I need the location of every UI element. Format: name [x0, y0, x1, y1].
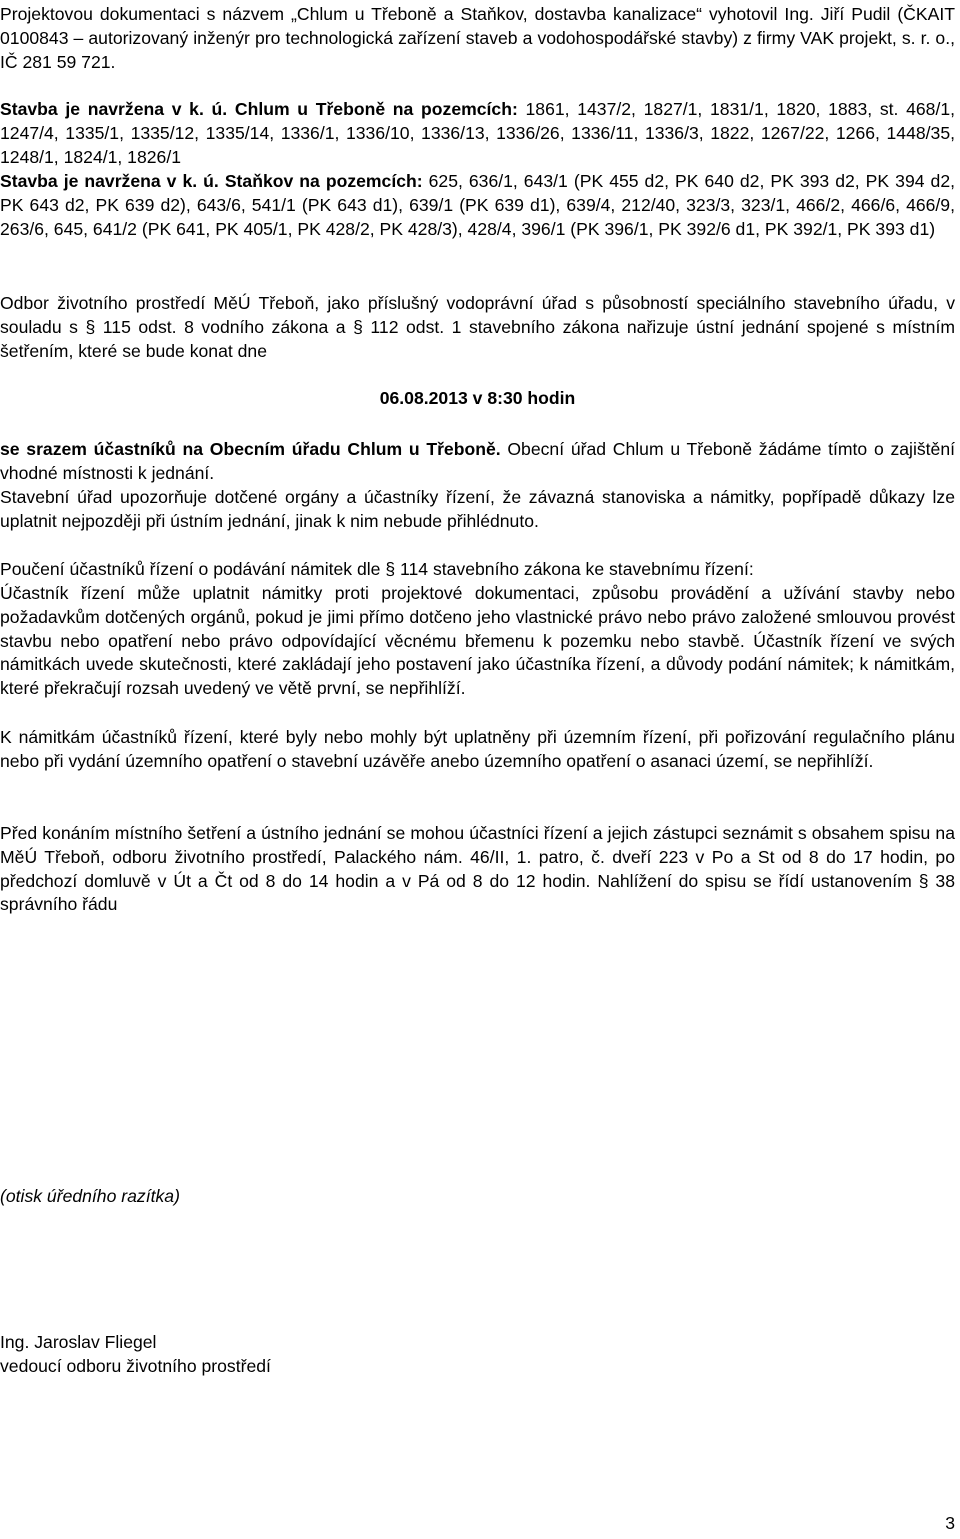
stamp-text: (otisk úředního razítka)	[0, 1186, 180, 1206]
stamp-placeholder	[0, 1185, 955, 1209]
warning-text: Stavební úřad upozorňuje dotčené orgány a účastníky řízení, že závazná stanoviska a námitky, popřípadě důkazy lze uplatnit nejpozději při ústním jednání, jinak k nim nebude přihlédnuto.	[0, 487, 955, 531]
page-number: 3	[945, 1513, 955, 1533]
order-paragraph	[0, 292, 955, 363]
meeting-place-rest: Obecní úřad Chlum u Třeboně žádáme tímto o zajištění vhodné místnosti k jednání.	[0, 439, 956, 483]
intro-text: Projektovou dokumentaci s názvem „Chlum u Třeboně a Staňkov, dostavba kanalizace“ vyhotovil Ing. Jiří Pudil (ČKAIT 0100843 – autorizovaný inženýr pro technologická zařízení staveb a vodohospodářské stavby) z firmy VAK projekt, s. r. o., IČ 281 59 721.	[0, 4, 955, 72]
order-text: Odbor životního prostředí MěÚ Třeboň, jako příslušný vodoprávní úřad s působností speciálního stavebního úřadu, v souladu s § 115 odst. 8 vodního zákona a § 112 odst. 1 stavebního zákona nařizuje ústní jednání spojené s místním šetřením, které se bude konat dne	[0, 293, 955, 361]
instruction-paragraph-2	[0, 726, 955, 774]
parcels-stankov-list: 625, 636/1, 643/1 (PK 455 d2, PK 640 d2, PK 393 d2, PK 394 d2, PK 643 d2, PK 639 d2), 643/6, 541/1 (PK 643 d1), 639/1 (PK 639 d1), 639/4, 212/40, 323/3, 323/1, 466/2, 466/6, 466/9, 263/6, 645, 641/2 (PK 641, PK 405/1, PK 428/2, PK 428/3), 428/4, 396/1 (PK 396/1, PK 392/6 d1, PK 392/1, PK 393 d1)	[0, 171, 955, 239]
instruction-text-1: Účastník řízení může uplatnit námitky proti projektové dokumentaci, způsobu provádění a užívání stavby nebo požadavkům dotčených orgánů, pokud je jimi přímo dotčeno jeho vlastnické právo nebo právo založené smlouvou provést stavbu nebo opatření nebo právo odpovídající věcnému břemenu k pozemku nebo stavbě. Účastník řízení ve svých námitkách uvede skutečnosti, které zakládají jeho postavení jako účastníka řízení, a důvody podání námitek; k námitkám, které překračují rozsah uvedený ve větě první, se nepřihlíží.	[0, 583, 955, 699]
signatory-name: Ing. Jaroslav Fliegel	[0, 1332, 157, 1352]
meeting-place-paragraph	[0, 438, 955, 486]
signature-block	[0, 1331, 955, 1379]
instruction-paragraph-1	[0, 582, 955, 701]
meeting-place-bold: se srazem účastníků na Obecním úřadu Chlum u Třeboně.	[0, 439, 501, 459]
parcels-stankov-paragraph	[0, 170, 955, 241]
parcels-stankov-label: Stavba je navržena v k. ú. Staňkov na pozemcích:	[0, 171, 423, 191]
intro-paragraph	[0, 3, 955, 74]
parcels-chlum-list: 1861, 1437/2, 1827/1, 1831/1, 1820, 1883, st. 468/1, 1247/4, 1335/1, 1335/12, 1335/14, 1336/1, 1336/10, 1336/13, 1336/26, 1336/11, 1336/3, 1822, 1267/22, 1266, 1448/35, 1248/1, 1824/1, 1826/1	[0, 99, 956, 167]
instruction-text-2: K námitkám účastníků řízení, které byly nebo mohly být uplatněny při územním řízení, při pořizování regulačního plánu nebo při vydání územního opatření o stavební uzávěře anebo územního opatření o asanaci území, se nepřihlíží.	[0, 727, 955, 771]
meeting-datetime	[0, 387, 955, 411]
parcels-chlum-label: Stavba je navržena v k. ú. Chlum u Třeboně na pozemcích:	[0, 99, 518, 119]
parcels-chlum-paragraph	[0, 98, 955, 169]
file-access-text: Před konáním místního šetření a ústního jednání se mohou účastníci řízení a jejich zástupci seznámit s obsahem spisu na MěÚ Třeboň, odboru životního prostředí, Palackého nám. 46/II, 1. patro, č. dveří 223 v Po a St od 8 do 17 hodin, po předchozí domluvě v Út a Čt od 8 do 14 hodin a v Pá od 8 do 12 hodin. Nahlížení do spisu se řídí ustanovením § 38 správního řádu	[0, 823, 955, 915]
instruction-heading	[0, 558, 955, 582]
signatory-role: vedoucí odboru životního prostředí	[0, 1355, 271, 1376]
meeting-datetime-text: 06.08.2013 v 8:30 hodin	[379, 388, 576, 408]
instruction-heading-text: Poučení účastníků řízení o podávání námitek dle § 114 stavebního zákona ke stavebnímu řízení:	[0, 559, 754, 579]
warning-paragraph	[0, 486, 955, 534]
file-access-paragraph	[0, 822, 955, 917]
